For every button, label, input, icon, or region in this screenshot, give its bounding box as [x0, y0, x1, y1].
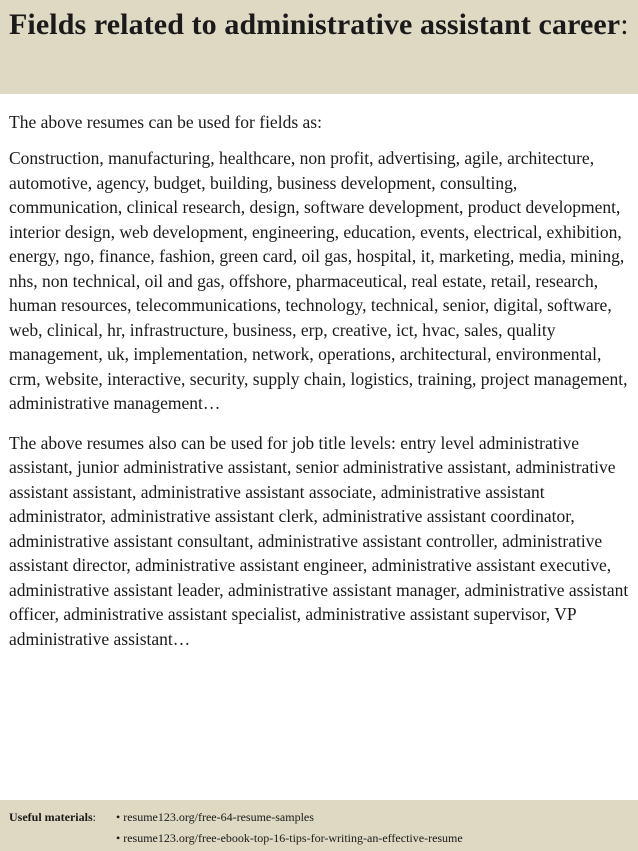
footer-row-1	[9, 807, 629, 828]
main-content	[9, 111, 633, 651]
page-title-colon: :	[620, 8, 629, 41]
job-levels-list: The above resumes also can be used for job title levels: entry level administrative assistant, junior administrative assistant, senior administrative assistant, administrative assistant assistant, administrative assistant associate, administrative assistant administrator, administrative assistant clerk, administrative assistant coordinator, administrative assistant consultant, administrative assistant controller, administrative assistant director, administrative assistant engineer, administrative assistant executive, administrative assistant leader, administrative assistant manager, administrative assistant officer, administrative assistant specialist, administrative assistant supervisor, VP administrative assistant…	[9, 432, 629, 649]
footer-label-spacer	[9, 828, 116, 849]
resource-link-samples[interactable]	[116, 807, 314, 828]
page-title	[9, 6, 630, 43]
footer-row-2	[9, 828, 629, 849]
fields-list: Construction, manufacturing, healthcare, non profit, advertising, agile, architecture, automotive, agency, budget, building, business development, consulting, communication, clinical research, design, software development, product development, interior design, web development, engineering, education, events, electrical, exhibition, energy, ngo, finance, fashion, green card, oil gas, hospital, it, marketing, media, mining, nhs, non technical, oil and gas, offshore, pharmaceutical, real estate, retail, research, human resources, telecommunications, technology, technical, senior, digital, software, web, clinical, hr, infrastructure, business, erp, creative, ict, hvac, sales, quality management, uk, implementation, network, operations, architectural, environmental, crm, website, interactive, security, supply chain, logistics, training, project management, administrative management…	[9, 148, 628, 413]
resource-link-ebook-text: resume123.org/free-ebook-top-16-tips-for-writing-an-effective-resume	[123, 831, 463, 845]
bullet-icon: •	[116, 831, 121, 845]
resource-link-ebook[interactable]	[116, 828, 463, 849]
useful-materials-label	[9, 807, 116, 828]
useful-materials-label-text: Useful materials	[9, 810, 93, 824]
useful-materials-footer	[0, 800, 638, 851]
bullet-icon: •	[116, 810, 121, 824]
useful-materials-label-colon: :	[92, 810, 96, 824]
title-banner	[0, 0, 638, 94]
resource-link-samples-text: resume123.org/free-64-resume-samples	[123, 810, 314, 824]
intro-text: The above resumes can be used for fields as:	[9, 112, 322, 132]
page-title-text: Fields related to administrative assistant career	[9, 8, 621, 41]
